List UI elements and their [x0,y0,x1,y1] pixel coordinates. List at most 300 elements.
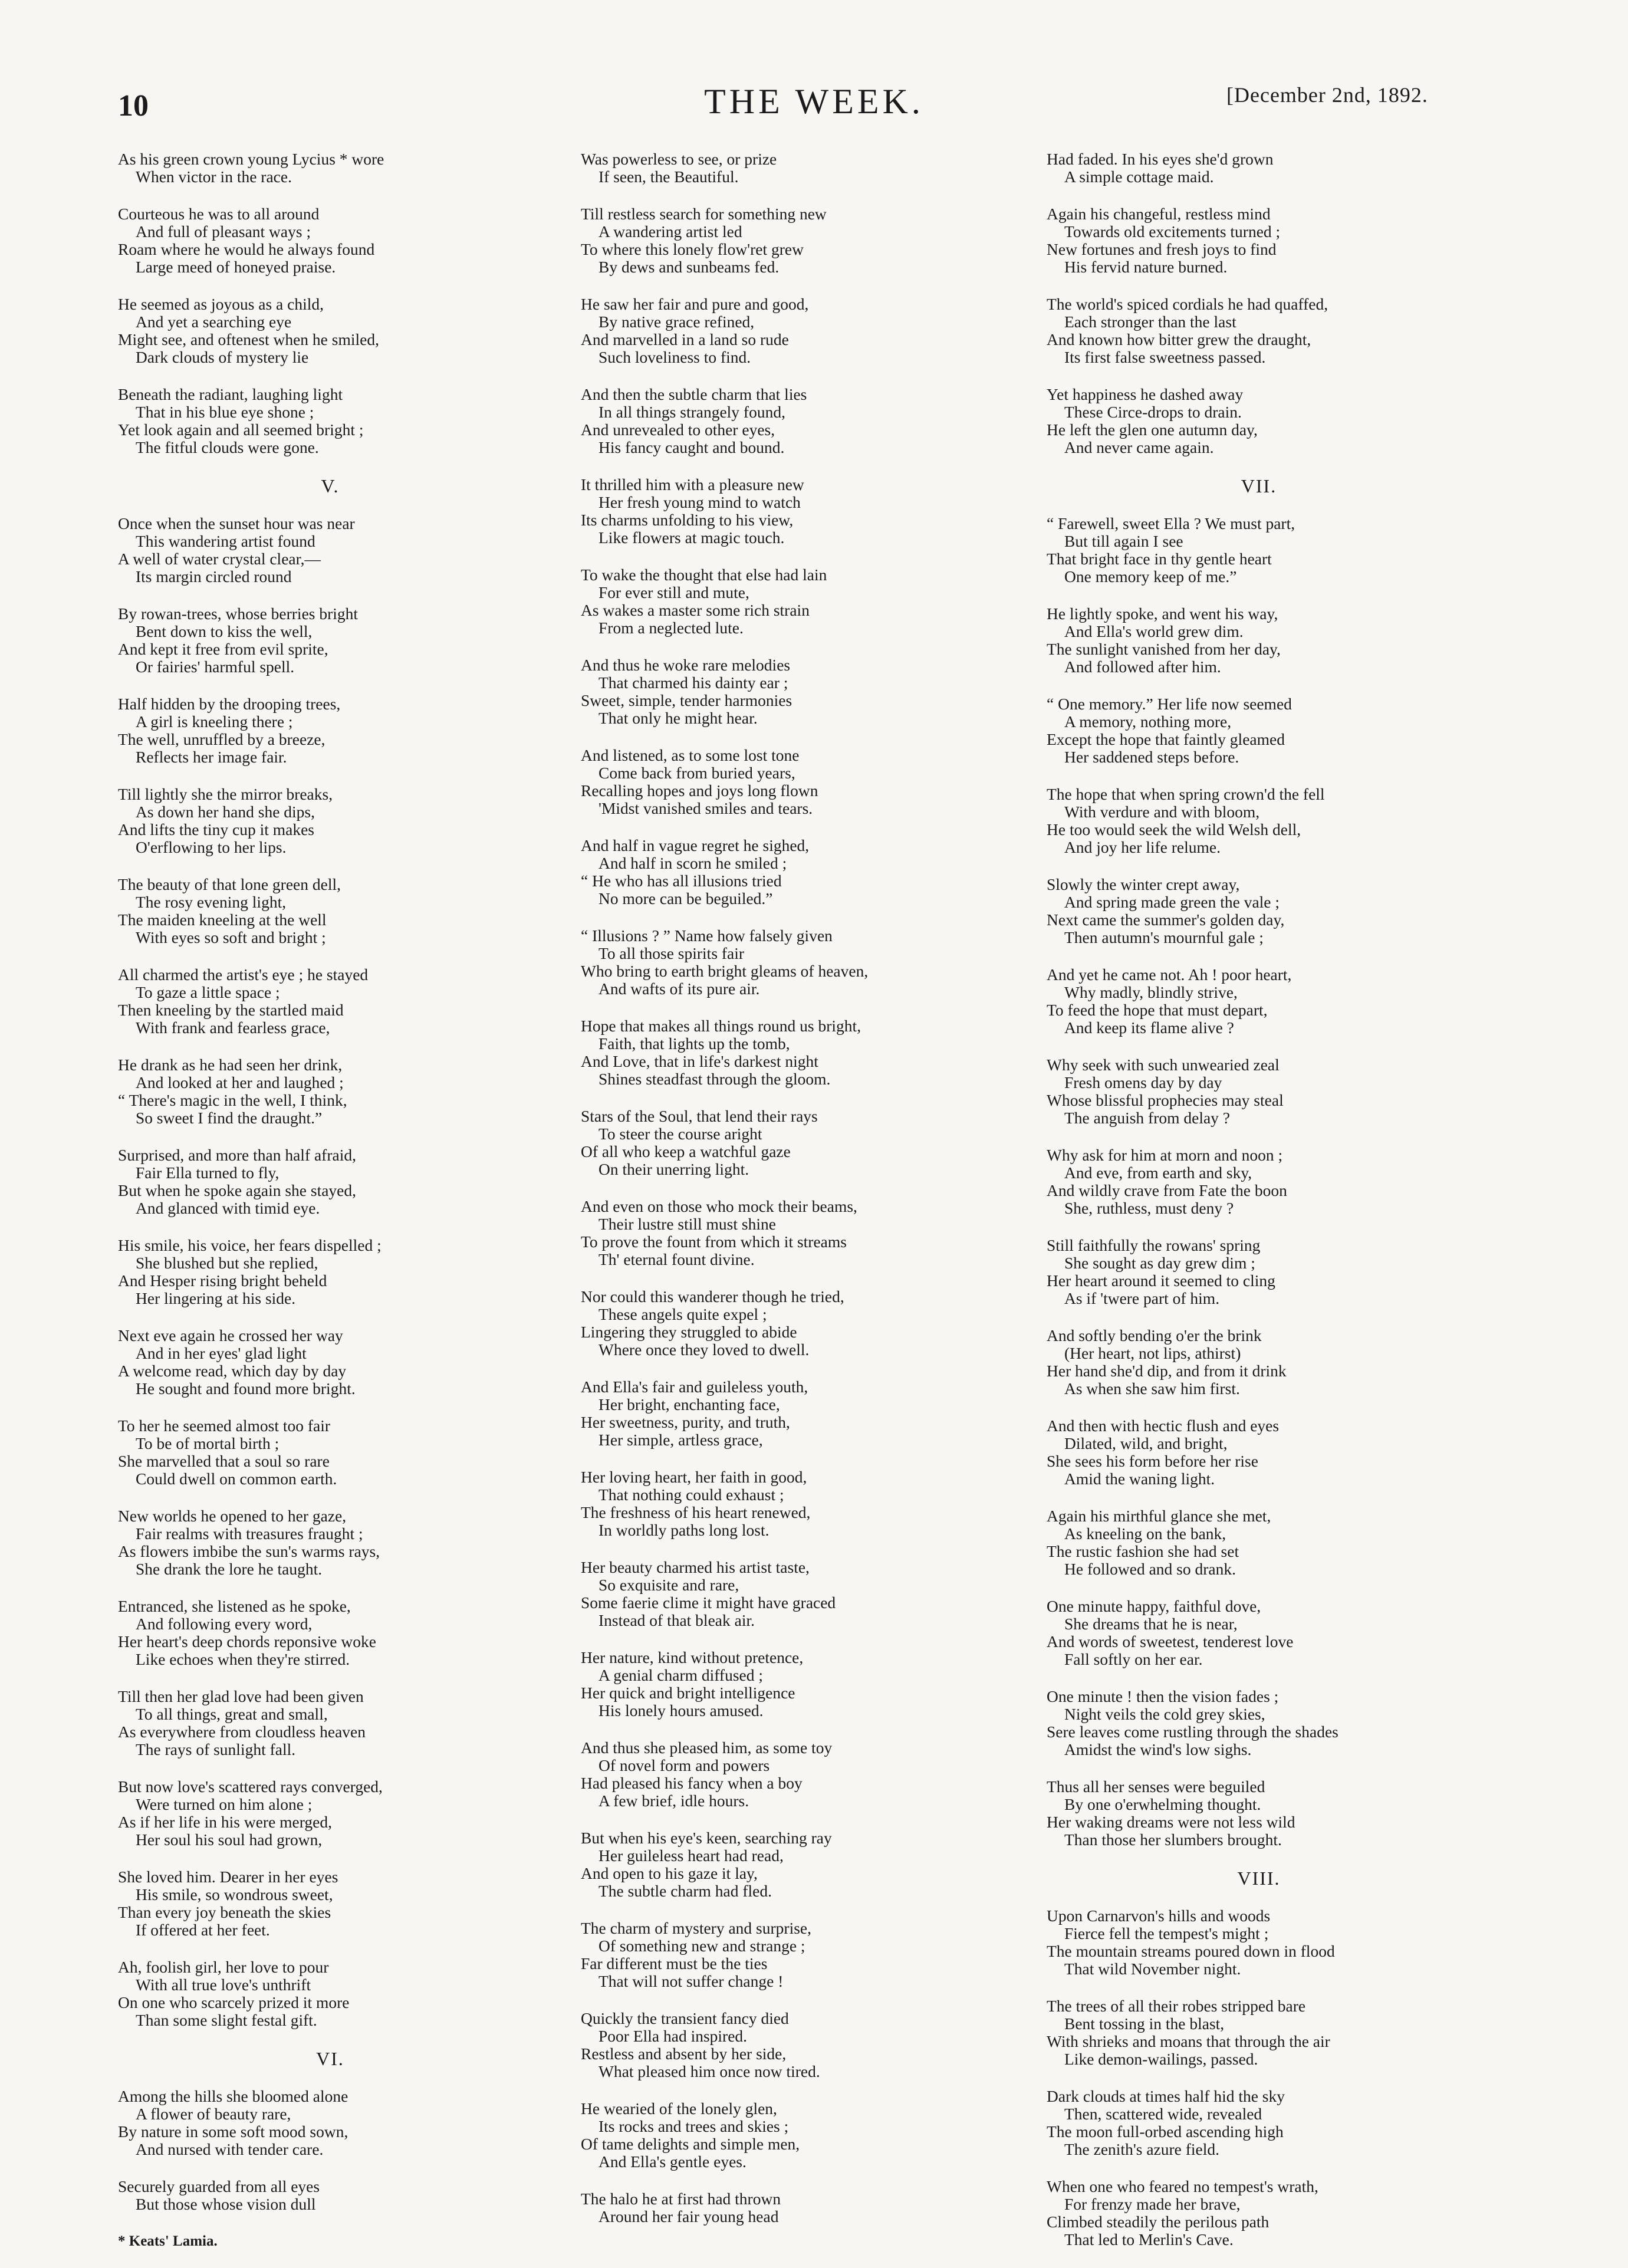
verse-line: Recalling hopes and joys long flown [581,781,818,800]
stanza [581,1649,1005,1720]
stanza [581,1919,1005,1990]
verse-line: To her he seemed almost too fair [118,1416,331,1435]
verse-line: As flowers imbibe the sun's warms rays, [118,1542,380,1560]
stanza [581,566,1005,637]
verse-line: Surprised, and more than half afraid, [118,1146,356,1164]
verse-line: Then autumn's mournful gale ; [1064,928,1264,946]
stanza [118,1598,542,1668]
verse-line: To gaze a little space ; [136,983,280,1001]
verse-line: And words of sweetest, tenderest love [1047,1632,1294,1651]
stanza [118,1237,542,1307]
verse-line: Bent down to kiss the well, [136,622,313,640]
stanza [581,1468,1005,1539]
verse-line: Quickly the transient fancy died [581,2009,789,2027]
verse-line: But those whose vision dull [136,2195,316,2213]
stanza [118,695,542,766]
verse-line: In all things strangely found, [598,403,785,421]
verse-line: She blushed but she replied, [136,1254,318,1272]
verse-line: Yet happiness he dashed away [1047,385,1244,403]
verse-line: Climbed steadily the perilous path [1047,2213,1269,2231]
stanza [118,1688,542,1758]
stanza [1047,695,1471,766]
stanza [581,1739,1005,1810]
verse-line: And open to his gaze it lay, [581,1864,758,1882]
verse-line: Amid the waning light. [1064,1470,1215,1488]
verse-line: And thus he woke rare melodies [581,656,791,674]
stanza [1047,1146,1471,1217]
verse-line: And thus she pleased him, as some toy [581,1738,833,1757]
stanza [1047,295,1471,366]
verse-line: Like demon-wailings, passed. [1064,2050,1258,2068]
verse-line: One minute ! then the vision fades ; [1047,1687,1279,1705]
footnote: * Keats' Lamia. [118,2233,218,2249]
stanza [581,837,1005,908]
verse-line: Except the hope that faintly gleamed [1047,730,1285,748]
verse-line: And Hesper rising bright beheld [118,1271,327,1290]
verse-line: Shines steadfast through the gloom. [598,1070,831,1088]
verse-line: And Ella's world grew dim. [1064,622,1244,640]
verse-line: Some faerie clime it might have graced [581,1593,836,1612]
verse-line: As kneeling on the bank, [1064,1524,1226,1543]
poem-column-2 [581,150,1005,2245]
verse-line: That only he might hear. [598,709,758,727]
verse-line: But when he spoke again she stayed, [118,1181,357,1199]
verse-line: Again his mirthful glance she met, [1047,1507,1271,1525]
verse-line: The halo he at first had thrown [581,2190,781,2208]
verse-line: To steer the course aright [598,1125,762,1143]
stanza [1047,150,1471,186]
verse-line: Had faded. In his eyes she'd grown [1047,150,1274,168]
verse-line: Dark clouds of mystery lie [136,348,309,366]
verse-line: He lightly spoke, and went his way, [1047,604,1278,623]
stanza [1047,1507,1471,1578]
verse-line: Yet look again and all seemed bright ; [118,420,364,439]
verse-line: Than some slight festal gift. [136,2011,317,2029]
verse-line: Till then her glad love had been given [118,1687,364,1705]
verse-line: On one who scarcely prized it more [118,1993,350,2011]
verse-line: “ There's magic in the well, I think, [118,1091,347,1109]
stanza [1047,785,1471,856]
stanza [1047,876,1471,946]
verse-line: For ever still and mute, [598,583,749,601]
verse-line: As when she saw him first. [1064,1379,1240,1398]
verse-line: Of something new and strange ; [598,1937,805,1955]
verse-line: By rowan-trees, whose berries bright [118,604,359,623]
stanza [581,656,1005,727]
verse-line: A memory, nothing more, [1064,712,1232,731]
stanza [118,1778,542,1849]
verse-line: Had pleased his fancy when a boy [581,1774,803,1792]
verse-line: His smile, so wondrous sweet, [136,1885,333,1904]
verse-line: Slowly the winter crept away, [1047,875,1240,893]
verse-line: Ah, foolish girl, her love to pour [118,1958,329,1976]
verse-line: “ Farewell, sweet Ella ? We must part, [1047,514,1295,533]
verse-line: That charmed his dainty ear ; [598,673,788,692]
verse-line: And kept it free from evil sprite, [118,640,328,658]
verse-line: Might see, and oftenest when he smiled, [118,330,379,349]
verse-line: On their unerring light. [598,1160,749,1178]
verse-line: And even on those who mock their beams, [581,1197,857,1215]
verse-line: Towards old excitements turned ; [1064,222,1281,241]
verse-line: From a neglected lute. [598,619,744,637]
verse-line: Than every joy beneath the skies [118,1903,331,1921]
stanza [1047,1327,1471,1398]
verse-line: When victor in the race. [136,167,292,186]
verse-line: But when his eye's keen, searching ray [581,1829,832,1847]
verse-line: Amidst the wind's low sighs. [1064,1740,1252,1758]
verse-line: That wild November night. [1064,1960,1241,1978]
verse-line: Till lightly she the mirror breaks, [118,785,333,803]
stanza [1047,605,1471,676]
verse-line: She sought as day grew dim ; [1064,1254,1255,1272]
verse-line: The fitful clouds were gone. [136,438,319,456]
verse-line: The well, unruffled by a breeze, [118,730,325,748]
stanza [581,1198,1005,1268]
verse-line: Then kneeling by the startled maid [118,1001,344,1019]
verse-line: Th' eternal fount divine. [598,1250,755,1268]
verse-line: Dark clouds at times half hid the sky [1047,2087,1285,2105]
stanza [1047,1688,1471,1758]
verse-line: Her saddened steps before. [1064,748,1239,766]
stanza [581,295,1005,366]
verse-line: A girl is kneeling there ; [136,712,293,731]
stanza [118,1958,542,2029]
verse-line: As if her life in his were merged, [118,1813,332,1831]
verse-line: One minute happy, faithful dove, [1047,1597,1261,1615]
stanza [1047,205,1471,276]
verse-line: The rays of sunlight fall. [136,1740,296,1758]
verse-line: And wildly crave from Fate the boon [1047,1181,1287,1199]
verse-line: And Ella's gentle eyes. [598,2152,746,2171]
verse-line: Was powerless to see, or prize [581,150,777,168]
verse-line: He followed and so drank. [1064,1560,1236,1578]
verse-line: And Ella's fair and guileless youth, [581,1378,808,1396]
verse-line: As wakes a master some rich strain [581,601,810,619]
stanza [1047,1056,1471,1127]
verse-line: When one who feared no tempest's wrath, [1047,2177,1318,2195]
verse-line: Her heart's deep chords reponsive woke [118,1632,376,1651]
verse-line: (Her heart, not lips, athirst) [1064,1344,1241,1362]
verse-line: Among the hills she bloomed alone [118,2087,348,2105]
stanza [581,1829,1005,1900]
verse-line: Again his changeful, restless mind [1047,205,1271,223]
verse-line: And following every word, [136,1615,313,1633]
verse-line: She sees his form before her rise [1047,1452,1258,1470]
verse-line: Night veils the cold grey skies, [1064,1705,1265,1723]
verse-line: Faith, that lights up the tomb, [598,1034,790,1053]
verse-line: And looked at her and laughed ; [136,1073,344,1092]
stanza [118,785,542,856]
verse-line: Next came the summer's golden day, [1047,911,1285,929]
stanza [581,386,1005,456]
verse-line: A genial charm diffused ; [598,1666,764,1684]
verse-line: With shrieks and moans that through the air [1047,2032,1330,2050]
verse-line: Reflects her image fair. [136,748,287,766]
verse-line: But now love's scattered rays converged, [118,1777,383,1796]
verse-line: Like flowers at magic touch. [598,528,785,547]
verse-line: That in his blue eye shone ; [136,403,314,421]
verse-line: Her guileless heart had read, [598,1846,784,1865]
verse-line: Roam where he would he always found [118,240,375,258]
verse-line: And keep its flame alive ? [1064,1018,1234,1037]
stanza [1047,1997,1471,2068]
verse-line: And half in vague regret he sighed, [581,836,810,854]
verse-line: Her bright, enchanting face, [598,1395,780,1414]
verse-line: A simple cottage maid. [1064,167,1214,186]
verse-line: No more can be beguiled.” [598,889,773,908]
verse-line: The beauty of that lone green dell, [118,875,341,893]
stanza [118,295,542,366]
stanza [1047,1907,1471,1978]
verse-line: Come back from buried years, [598,764,795,782]
stanza [118,386,542,456]
verse-line: Dilated, wild, and bright, [1064,1434,1228,1452]
verse-line: She dreams that he is near, [1064,1615,1238,1633]
stanza [1047,1778,1471,1849]
verse-line: She loved him. Dearer in her eyes [118,1868,338,1886]
verse-line: Why seek with such unwearied zeal [1047,1056,1280,1074]
verse-line: As his green crown young Lycius * wore [118,150,384,168]
verse-line: Still faithfully the rowans' spring [1047,1236,1261,1254]
stanza [118,2088,542,2158]
stanza [118,1056,542,1127]
stanza [1047,515,1471,586]
verse-line: Who bring to earth bright gleams of heaven, [581,962,869,980]
stanza [581,1288,1005,1359]
verse-line: “ He who has all illusions tried [581,872,782,890]
verse-line: And then with hectic flush and eyes [1047,1416,1280,1435]
section-heading: V. [321,475,340,497]
verse-line: That will not suffer change ! [598,1972,784,1990]
section-heading: VI. [316,2048,344,2069]
verse-line: Then, scattered wide, revealed [1064,2105,1262,2123]
verse-line: And marvelled in a land so rude [581,330,789,349]
stanza [581,205,1005,276]
section-heading: VIII. [1237,1868,1281,1889]
verse-line: And unrevealed to other eyes, [581,420,775,439]
verse-line: Stars of the Soul, that lend their rays [581,1107,818,1125]
verse-line: And in her eyes' glad light [136,1344,307,1362]
verse-line: For frenzy made her brave, [1064,2195,1241,2213]
verse-line: The freshness of his heart renewed, [581,1503,811,1521]
verse-line: Its margin circled round [136,567,292,586]
verse-line: Each stronger than the last [1064,313,1236,331]
stanza [581,1107,1005,1178]
verse-line: Her waking dreams were not less wild [1047,1813,1295,1831]
verse-line: And softly bending o'er the brink [1047,1326,1262,1345]
verse-line: As if 'twere part of him. [1064,1289,1220,1307]
stanza [581,1017,1005,1088]
verse-line: So exquisite and rare, [598,1576,739,1594]
verse-line: His fancy caught and bound. [598,438,785,456]
verse-line: New worlds he opened to her gaze, [118,1507,347,1525]
verse-line: Sweet, simple, tender harmonies [581,691,792,709]
verse-line: Her heart around it seemed to cling [1047,1271,1275,1290]
verse-line: Of tame delights and simple men, [581,2135,800,2153]
verse-line: Instead of that bleak air. [598,1611,755,1629]
verse-line: With eyes so soft and bright ; [136,928,326,946]
stanza [118,515,542,586]
page-number: 10 [118,89,149,123]
verse-line: A welcome read, which day by day [118,1362,347,1380]
verse-line: Whose blissful prophecies may steal [1047,1091,1284,1109]
poem-column-1 [118,150,542,2250]
verse-line: And listened, as to some lost tone [581,746,800,764]
verse-line: O'erflowing to her lips. [136,838,287,856]
verse-line: Fierce fell the tempest's might ; [1064,1924,1269,1942]
stanza [1047,966,1471,1037]
verse-line: And yet a searching eye [136,313,292,331]
verse-line: That led to Merlin's Cave. [1064,2230,1234,2249]
stanza [1047,2088,1471,2158]
stanza [581,150,1005,186]
verse-line: He wearied of the lonely glen, [581,2099,777,2118]
verse-line: Or fairies' harmful spell. [136,658,295,676]
stanza [581,1559,1005,1629]
verse-line: To where this lonely flow'ret grew [581,240,804,258]
verse-line: The moon full-orbed ascending high [1047,2122,1284,2141]
verse-line: “ Illusions ? ” Name how falsely given [581,926,833,945]
verse-line: Her quick and bright intelligence [581,1684,795,1702]
verse-line: This wandering artist found [136,532,315,550]
stanza [581,2010,1005,2080]
verse-line: Her nature, kind without pretence, [581,1648,804,1667]
verse-line: She marvelled that a soul so rare [118,1452,330,1470]
verse-line: To wake the thought that else had lain [581,566,827,584]
verse-line: Entranced, she listened as he spoke, [118,1597,351,1615]
section-heading: VII. [1241,475,1277,497]
verse-line: The zenith's azure field. [1064,2140,1220,2158]
stanza [581,476,1005,547]
issue-date: [December 2nd, 1892. [1226,83,1428,107]
verse-line: The charm of mystery and surprise, [581,1919,811,1937]
verse-line: Could dwell on common earth. [136,1470,337,1488]
verse-line: Next eve again he crossed her way [118,1326,343,1345]
verse-line: By nature in some soft mood sown, [118,2122,348,2141]
verse-line: A well of water crystal clear,— [118,550,321,568]
verse-line: Why madly, blindly strive, [1064,983,1238,1001]
verse-line: As down her hand she dips, [136,803,315,821]
verse-line: And spring made green the vale ; [1064,893,1280,911]
verse-line: Bent tossing in the blast, [1064,2014,1225,2033]
verse-line: Her fresh young mind to watch [598,493,801,511]
verse-line: Securely guarded from all eyes [118,2177,320,2195]
verse-line: By native grace refined, [598,313,755,331]
verse-line: Courteous he was to all around [118,205,320,223]
verse-line: To feed the hope that must depart, [1047,1001,1268,1019]
verse-line: He seemed as joyous as a child, [118,295,324,313]
verse-line: The sunlight vanished from her day, [1047,640,1281,658]
verse-line: “ One memory.” Her life now seemed [1047,695,1292,713]
stanza [581,927,1005,998]
verse-line: Half hidden by the drooping trees, [118,695,341,713]
verse-line: She drank the lore he taught. [136,1560,323,1578]
verse-line: With frank and fearless grace, [136,1018,330,1037]
stanza [118,966,542,1037]
verse-line: By one o'erwhelming thought. [1064,1795,1261,1813]
verse-line: With verdure and with bloom, [1064,803,1260,821]
stanza [581,2190,1005,2226]
verse-line: And lifts the tiny cup it makes [118,820,315,839]
verse-line: He left the glen one autumn day, [1047,420,1258,439]
verse-line: A flower of beauty rare, [136,2105,291,2123]
verse-line: Of all who keep a watchful gaze [581,1142,791,1161]
verse-line: Her lingering at his side. [136,1289,296,1307]
verse-line: Why ask for him at morn and noon ; [1047,1146,1283,1164]
verse-line: The hope that when spring crown'd the fell [1047,785,1325,803]
verse-line: In worldly paths long lost. [598,1521,769,1539]
stanza [118,1417,542,1488]
verse-line: The subtle charm had fled. [598,1882,772,1900]
verse-line: He saw her fair and pure and good, [581,295,809,313]
verse-line: And Love, that in life's darkest night [581,1052,818,1070]
stanza [581,2100,1005,2171]
verse-line: And yet he came not. Ah ! poor heart, [1047,965,1292,984]
verse-line: Hope that makes all things round us bright, [581,1017,861,1035]
verse-line: Its first false sweetness passed. [1064,348,1266,366]
verse-line: Her sweetness, purity, and truth, [581,1413,790,1431]
verse-line: And nursed with tender care. [136,2140,324,2158]
verse-line: Poor Ella had inspired. [598,2027,748,2045]
verse-line: His fervid nature burned. [1064,258,1228,276]
verse-line: Their lustre still must shine [598,1215,776,1233]
verse-line: New fortunes and fresh joys to find [1047,240,1277,258]
stanza [118,1868,542,1939]
verse-line: Beneath the radiant, laughing light [118,385,343,403]
verse-line: To be of mortal birth ; [136,1434,279,1452]
verse-line: Sere leaves come rustling through the shades [1047,1723,1338,1741]
verse-line: Were turned on him alone ; [136,1795,313,1813]
verse-line: Her loving heart, her faith in good, [581,1468,807,1486]
verse-line: His lonely hours amused. [598,1701,764,1720]
verse-line: So sweet I find the draught.” [136,1109,323,1127]
verse-line: Its charms unfolding to his view, [581,511,794,529]
verse-line: Of novel form and powers [598,1756,770,1774]
verse-line: Far different must be the ties [581,1954,768,1973]
verse-line: And eve, from earth and sky, [1064,1163,1252,1182]
verse-line: Till restless search for something new [581,205,827,223]
stanza [118,605,542,676]
verse-line: Fair realms with treasures fraught ; [136,1524,363,1543]
verse-line: As everywhere from cloudless heaven [118,1723,366,1741]
stanza [1047,386,1471,456]
verse-line: Restless and absent by her side, [581,2045,787,2063]
verse-line: A wandering artist led [598,222,742,241]
verse-line: Its rocks and trees and skies ; [598,2117,789,2135]
masthead-title: THE WEEK. [704,82,924,121]
stanza [1047,1598,1471,1668]
stanza [118,205,542,276]
stanza [581,1378,1005,1449]
verse-line: 'Midst vanished smiles and tears. [598,799,813,817]
stanza [118,2178,542,2213]
verse-line: And never came again. [1064,438,1214,456]
verse-line: One memory keep of me.” [1064,567,1237,586]
verse-line: Fall softly on her ear. [1064,1650,1203,1668]
verse-line: Fresh omens day by day [1064,1073,1222,1092]
stanza [1047,1417,1471,1488]
verse-line: That bright face in thy gentle heart [1047,550,1272,568]
stanza [118,1146,542,1217]
verse-line: It thrilled him with a pleasure new [581,475,804,494]
stanza [581,747,1005,817]
stanza [118,1327,542,1398]
verse-line: Thus all her senses were beguiled [1047,1777,1265,1796]
verse-line: Where once they loved to dwell. [598,1340,810,1359]
verse-line: And then the subtle charm that lies [581,385,807,403]
verse-line: He too would seek the wild Welsh dell, [1047,820,1301,839]
verse-line: These angels quite expel ; [598,1305,767,1323]
